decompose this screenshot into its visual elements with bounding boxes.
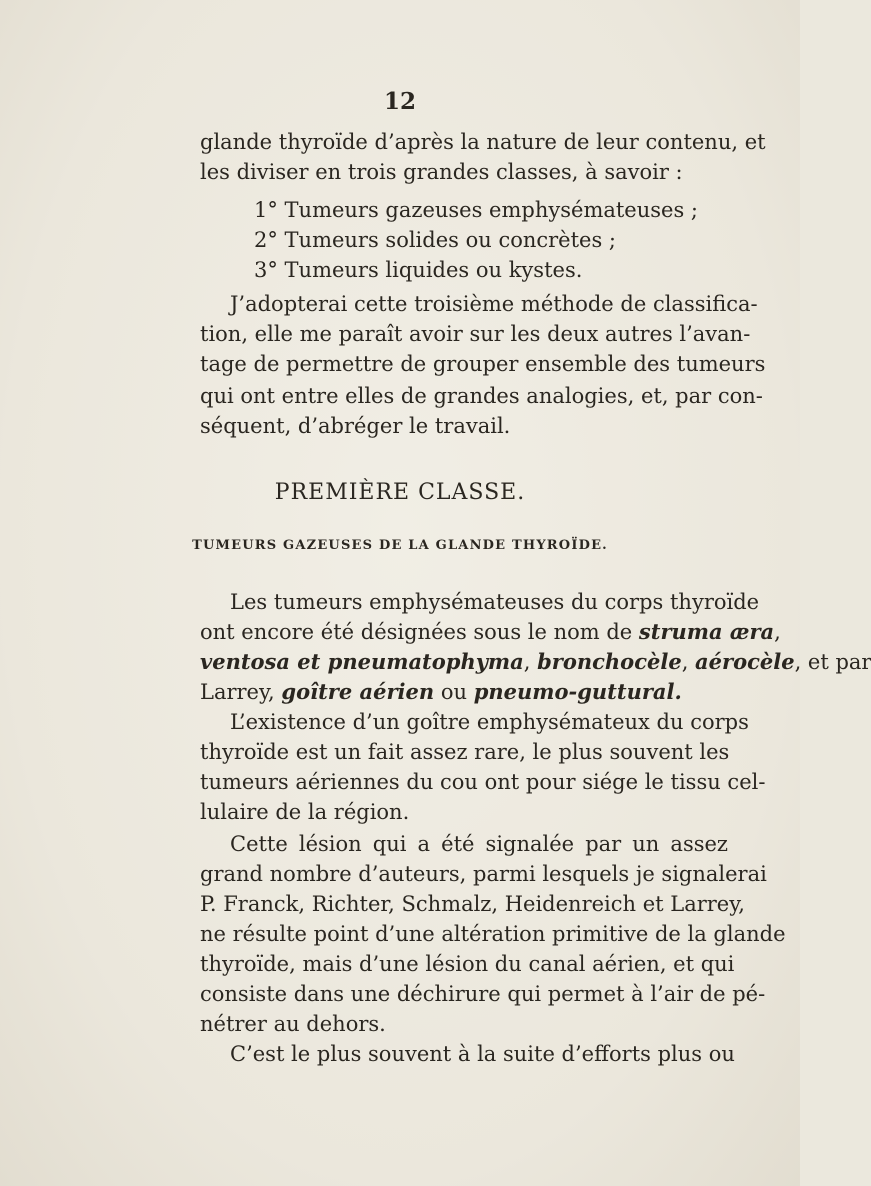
section-title: PREMIÈRE CLASSE. bbox=[274, 480, 526, 505]
text-line: glande thyroïde d’après la nature de leur contenu, et bbox=[200, 130, 766, 154]
list-item: 3° Tumeurs liquides ou kystes. bbox=[254, 258, 583, 282]
list-item: 1° Tumeurs gazeuses emphysémateuses ; bbox=[254, 198, 698, 222]
text-line: L’existence d’un goître emphysémateux du corps bbox=[230, 710, 749, 734]
text-line: nétrer au dehors. bbox=[200, 1012, 386, 1036]
text-line: ventosa et pneumatophyma, bronchocèle, aérocèle, et par bbox=[200, 649, 871, 674]
text-line: C’est le plus souvent à la suite d’efforts plus ou bbox=[230, 1042, 735, 1066]
term: aérocèle bbox=[695, 649, 795, 674]
text-line: tage de permettre de grouper ensemble des tumeurs bbox=[200, 352, 766, 376]
text-line: les diviser en trois grandes classes, à savoir : bbox=[200, 160, 683, 184]
text-line: tion, elle me paraît avoir sur les deux autres l’avan- bbox=[200, 322, 751, 346]
text-line: consiste dans une déchirure qui permet à l’air de pé- bbox=[200, 982, 766, 1006]
text-line: J’adopterai cette troisième méthode de classifica- bbox=[230, 292, 758, 316]
latin-term: ventosa et pneumatophyma bbox=[200, 649, 524, 674]
term: bronchocèle bbox=[537, 649, 682, 674]
text-line: lulaire de la région. bbox=[200, 800, 410, 824]
text-line: Larrey, goître aérien ou pneumo-guttural. bbox=[200, 679, 682, 704]
text-line: ne résulte point d’une altération primitive de la glande bbox=[200, 922, 786, 946]
term: pneumo-guttural. bbox=[473, 679, 682, 704]
text-line: P. Franck, Richter, Schmalz, Heidenreich et Larrey, bbox=[200, 892, 745, 916]
text-line: qui ont entre elles de grandes analogies, et, par con- bbox=[200, 384, 763, 408]
page-number: 12 bbox=[383, 88, 416, 115]
text-line: Les tumeurs emphysémateuses du corps thyroïde bbox=[230, 590, 760, 614]
text-line: grand nombre d’auteurs, parmi lesquels je signalerai bbox=[200, 862, 767, 886]
text-line: tumeurs aériennes du cou ont pour siége le tissu cel- bbox=[200, 770, 766, 794]
latin-term: struma æra bbox=[638, 619, 775, 644]
term: goître aérien bbox=[281, 679, 435, 704]
text-line: ont encore été désignées sous le nom de struma æra, bbox=[200, 619, 781, 644]
text-line: séquent, d’abréger le travail. bbox=[200, 414, 511, 438]
text-line: thyroïde est un fait assez rare, le plus souvent les bbox=[200, 740, 730, 764]
text-line: Cette lésion qui a été signalée par un assez bbox=[230, 832, 728, 856]
list-item: 2° Tumeurs solides ou concrètes ; bbox=[254, 228, 616, 252]
section-subtitle: TUMEURS GAZEUSES DE LA GLANDE THYROÏDE. bbox=[192, 538, 608, 553]
text-line: thyroïde, mais d’une lésion du canal aérien, et qui bbox=[200, 952, 735, 976]
